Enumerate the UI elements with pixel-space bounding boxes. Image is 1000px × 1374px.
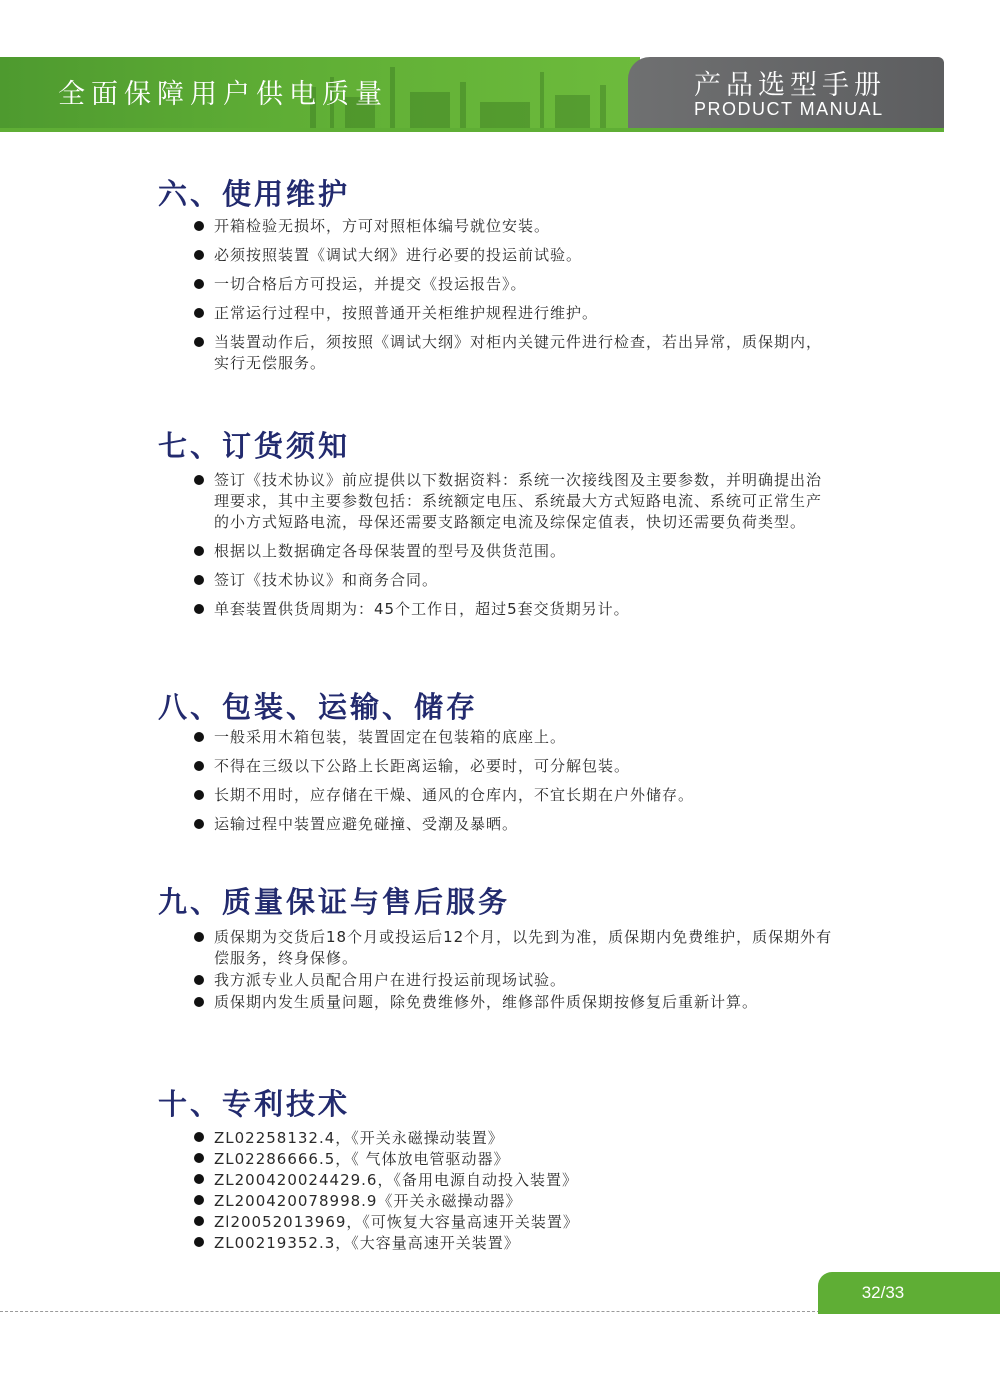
list-item — [194, 1233, 834, 1254]
bullet-list — [194, 927, 834, 1014]
list-item — [194, 216, 834, 237]
item-text: ZL00219352.3，《大容量高速开关装置》 — [214, 1234, 520, 1252]
item-text: 质保期为交货后18个月或投运后12个月，以先到为准，质保期内免费维护，质保期外有偿服务，终身保修。 — [214, 928, 833, 967]
section-title: 九、质量保证与售后服务 — [158, 885, 511, 919]
list-item — [194, 599, 834, 620]
list-item — [194, 332, 834, 374]
item-text: 不得在三级以下公路上长距离运输，必要时，可分解包装。 — [214, 757, 631, 775]
list-item — [194, 970, 834, 991]
manual-title-cn: 产品选型手册 — [694, 70, 886, 101]
list-item — [194, 274, 834, 295]
item-text: ZL02286666.5，《 气体放电管驱动器》 — [214, 1150, 510, 1168]
footer-dashed-divider — [0, 1311, 820, 1312]
list-item — [194, 1170, 834, 1191]
item-text: 开箱检验无损坏，方可对照柜体编号就位安装。 — [214, 217, 551, 235]
section-title: 八、包装、运输、储存 — [158, 690, 479, 724]
header-green-band — [0, 57, 640, 131]
item-text: 质保期内发生质量问题，除免费维修外，维修部件质保期按修复后重新计算。 — [214, 993, 759, 1011]
list-item — [194, 992, 834, 1013]
item-text: Zl20052013969，《可恢复大容量高速开关装置》 — [214, 1213, 579, 1231]
bullet-icon — [194, 1132, 204, 1142]
list-item — [194, 470, 834, 533]
list-item — [194, 785, 834, 806]
header-divider — [0, 128, 944, 132]
bullet-icon — [194, 1153, 204, 1163]
page-header — [0, 0, 1000, 140]
bullet-icon — [194, 975, 204, 985]
page-number: 32/33 — [861, 1283, 905, 1302]
bullet-icon — [194, 1174, 204, 1184]
bullet-icon — [194, 819, 204, 829]
bullet-icon — [194, 932, 204, 942]
bullet-icon — [194, 221, 204, 231]
list-item — [194, 541, 834, 562]
bullet-icon — [194, 308, 204, 318]
list-item — [194, 1149, 834, 1170]
item-text: 运输过程中装置应避免碰撞、受潮及暴晒。 — [214, 815, 519, 833]
list-item — [194, 756, 834, 777]
item-text: 单套装置供货周期为：45个工作日，超过5套交货期另计。 — [214, 600, 630, 618]
item-text: 正常运行过程中，按照普通开关柜维护规程进行维护。 — [214, 304, 599, 322]
list-item — [194, 245, 834, 266]
item-text: 长期不用时，应存储在干燥、通风的仓库内，不宜长期在户外储存。 — [214, 786, 695, 804]
item-text: ZL02258132.4，《开关永磁操动装置》 — [214, 1129, 504, 1147]
list-item — [194, 814, 834, 835]
header-slogan: 全面保障用户供电质量 — [58, 79, 388, 110]
list-item — [194, 727, 834, 748]
bullet-icon — [194, 279, 204, 289]
item-text: 一切合格后方可投运，并提交《投运报告》。 — [214, 275, 527, 293]
bullet-list — [194, 216, 834, 382]
item-text: ZL200420024429.6，《备用电源自动投入装置》 — [214, 1171, 578, 1189]
bullet-icon — [194, 604, 204, 614]
section-title: 七、订货须知 — [158, 429, 351, 463]
list-item — [194, 1191, 834, 1212]
bullet-list — [194, 470, 834, 628]
list-item — [194, 303, 834, 324]
bullet-list — [194, 727, 834, 843]
item-text: 当装置动作后，须按照《调试大纲》对柜内关键元件进行检查，若出异常，质保期内，实行无偿服务。 — [214, 333, 823, 372]
bullet-icon — [194, 337, 204, 347]
bullet-icon — [194, 761, 204, 771]
section-title: 六、使用维护 — [158, 177, 351, 211]
item-text: 签订《技术协议》和商务合同。 — [214, 571, 439, 589]
bullet-list — [194, 1128, 834, 1254]
bullet-icon — [194, 575, 204, 585]
bullet-icon — [194, 997, 204, 1007]
item-text: 必须按照装置《调试大纲》进行必要的投运前试验。 — [214, 246, 583, 264]
bullet-icon — [194, 1195, 204, 1205]
bullet-icon — [194, 475, 204, 485]
list-item — [194, 1212, 834, 1233]
list-item — [194, 927, 834, 969]
manual-title-en: PRODUCT MANUAL — [694, 99, 884, 119]
list-item — [194, 1128, 834, 1149]
bullet-icon — [194, 790, 204, 800]
bullet-icon — [194, 1237, 204, 1247]
bullet-icon — [194, 546, 204, 556]
item-text: 根据以上数据确定各母保装置的型号及供货范围。 — [214, 542, 567, 560]
bullet-icon — [194, 1216, 204, 1226]
item-text: 签订《技术协议》前应提供以下数据资料：系统一次接线图及主要参数，并明确提出治理要求，其中主要参数包括：系统额定电压、系统最大方式短路电流、系统可正常生产的小方式短路电流，母保还需要支路额定电流及综保定值表，快切还需要负荷类型。 — [214, 471, 823, 531]
page-number-tab — [818, 1272, 1000, 1314]
list-item — [194, 570, 834, 591]
item-text: ZL200420078998.9《开关永磁操动器》 — [214, 1192, 522, 1210]
section-title: 十、专利技术 — [158, 1087, 351, 1121]
bullet-icon — [194, 732, 204, 742]
bullet-icon — [194, 250, 204, 260]
item-text: 我方派专业人员配合用户在进行投运前现场试验。 — [214, 971, 567, 989]
item-text: 一般采用木箱包装，装置固定在包装箱的底座上。 — [214, 728, 567, 746]
